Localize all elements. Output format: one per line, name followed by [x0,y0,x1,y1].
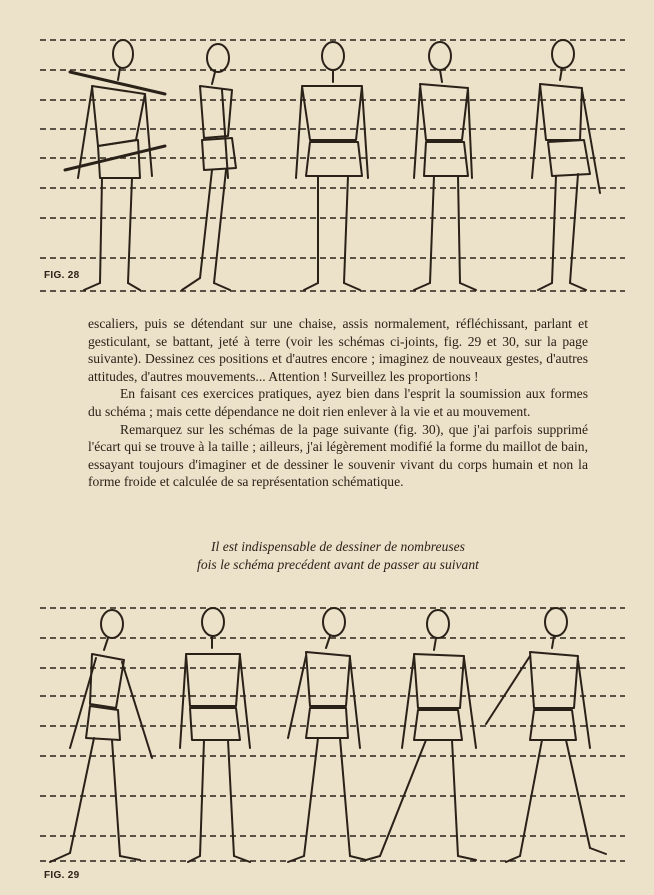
walking-mannequin-1 [50,610,152,862]
walking-mannequin-2 [180,608,250,862]
mannequin-4 [414,42,476,290]
mannequin-1 [65,40,165,290]
mannequin-2 [182,44,236,290]
caption-line-1: Il est indispensable de dessiner de nombreuses [211,539,465,554]
mannequin-5 [532,40,600,290]
proportion-guide-lines [40,608,625,861]
figure-28-label: FIG. 28 [44,270,80,281]
caption-line-2: fois le schéma precédent avant de passer au suivant [197,557,479,572]
figure-28-drawing [0,28,654,300]
paragraph-1: escaliers, puis se détendant sur une chaise, assis normalement, réfléchissant, parlant et gesticulant, se battant, jeté à terre (voir les schémas ci-joints, fig. 29 et 30, sur la page suivante). Dessinez ces positions et d'autres encore ; imaginez de nouveaux gestes, d'autres attitudes, d'autres mouvements... Attention ! Surveillez les proportions ! [88,316,588,384]
walking-mannequin-3 [288,608,366,862]
figure-28 [0,28,654,300]
figure-29-drawing [0,598,654,895]
figure-29-label: FIG. 29 [44,870,80,881]
figure-29 [0,598,654,895]
paragraph-2: En faisant ces exercices pratiques, ayez bien dans l'esprit la soumission aux formes du schéma ; mais cette dépendance ne doit rien enlever à la vie et au mouvement. [88,386,588,419]
walking-mannequin-4 [366,610,476,860]
body-text [88,315,588,491]
italic-caption [88,538,588,574]
mannequin-3 [296,42,368,290]
paragraph-3: Remarquez sur les schémas de la page suivante (fig. 30), que j'ai parfois supprimé l'écart qui se trouve à la taille ; ailleurs, j'ai légèrement modifié la forme du maillot de bain, essayant toujours d'imaginer et de dessiner le souvenir vivant du corps humain et non la forme froide et calculée de sa représentation schématique. [88,421,588,490]
walking-mannequin-5 [486,608,606,862]
